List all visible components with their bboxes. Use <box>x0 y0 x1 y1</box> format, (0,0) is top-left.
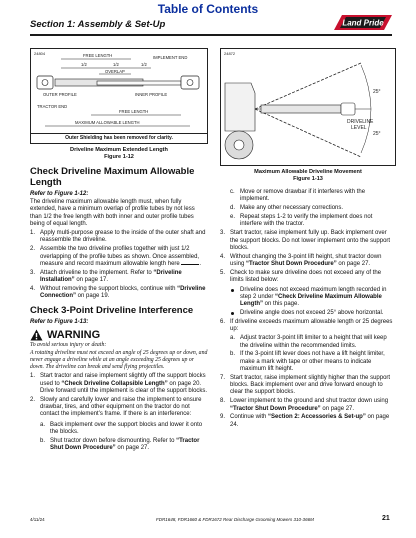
figure-caption-title: Maximum Allowable Driveline Movement <box>254 169 362 175</box>
continued-substeps <box>220 189 396 228</box>
figure-1-12 <box>30 48 208 144</box>
tractor-end-label: TRACTOR END <box>37 104 68 109</box>
list-item: 9. Continue with “Section 2: Accessories & Set-up” on page 24. <box>220 414 390 428</box>
driveline-level-label-2: LEVEL <box>351 125 367 131</box>
figure-id: 24804 <box>34 51 46 56</box>
check-interference-heading: Check 3-Point Driveline Interference <box>30 305 194 317</box>
inner-profile-label: INNER PROFILE <box>135 92 168 97</box>
footer-model: FDR1648, FDR1660 & FDR1672 Rear Discharge Grooming Mowers 310-366M <box>156 517 314 522</box>
list-item: 6. If driveline exceeds maximum allowable length or 25 degrees up: a. Adjust tractor 3-point lift limiter to a height that will keep the driveline within the recommended limits. b. If the 3-point lift lever does not have a lift height limiter, make a mark with tape or other means to indicate maximum lift height. <box>220 319 396 374</box>
list-item: 4. Without changing the 3-point lift height, shut tractor down using “Tractor Shut Down Procedure” on page 27. <box>220 253 382 268</box>
warning-title: WARNING <box>47 329 101 342</box>
angle-bottom-label: 25° <box>373 131 381 137</box>
driveline-angle-diagram <box>221 53 395 165</box>
list-item: 2. Assemble the two driveline profiles together with just 1/2 overlapping of the profile tubes as shown. Once assembled, measure and record maximum allowable length here . <box>30 246 202 267</box>
length-blank <box>181 264 199 265</box>
land-pride-logo <box>332 13 394 32</box>
list-item: e. Repeat steps 1-2 to verify the implement does not interfere with the tractor. <box>230 213 373 228</box>
angle-top-label: 25° <box>373 89 381 95</box>
warning-heading <box>30 329 208 341</box>
warning-lead: To avoid serious injury or death: <box>30 342 107 349</box>
table-of-contents-link[interactable]: Table of Contents <box>157 2 259 16</box>
tractor-shutdown-link[interactable]: “Tractor Shut Down Procedure” <box>246 261 337 268</box>
check-max-length-link[interactable]: “Check Driveline Maximum Allowable Length” <box>240 293 382 308</box>
list-item: b. If the 3-point lift lever does not have a lift height limiter, make a mark with tape or other means to indicate maximum lift height. <box>230 351 385 373</box>
interference-steps <box>30 373 208 452</box>
overlap-label: OVERLAP <box>105 69 125 74</box>
list-item: 3. Start tractor, raise implement fully up. Back implement over the support blocks. Do not lower implement onto the support blocks. <box>220 230 391 252</box>
list-item: d. Make any other necessary corrections. <box>230 205 344 212</box>
half-label-b: 1/2 <box>113 62 119 67</box>
warning-icon <box>30 329 43 341</box>
check-max-refer: Refer to Figure 1-12: <box>30 191 89 197</box>
driveline-installation-link[interactable]: “Driveline Installation” <box>40 269 182 283</box>
section-2-link[interactable]: “Section 2: Accessories & Set-up” <box>268 414 366 421</box>
list-item: c. Move or remove drawbar if it interferes with the implement. <box>230 189 366 203</box>
section-title: Section 1: Assembly & Set-Up <box>30 19 166 30</box>
driveline-length-diagram <box>31 52 207 134</box>
list-item: b. Shut tractor down before dismounting. Refer to “Tractor Shut Down Procedure” on page 27. <box>40 437 200 452</box>
figure-caption-number: Figure 1-13 <box>293 176 323 182</box>
list-item: 4. Without removing the support blocks, continue with “Driveline Connection” on page 19. <box>30 285 206 300</box>
left-column <box>30 48 208 454</box>
figure-note: Outer Shielding has been removed for clarity. <box>31 133 207 143</box>
right-steps <box>220 230 396 428</box>
list-item: a. Adjust tractor 3-point lift limiter to a height that will keep the driveline within the recommended limits. <box>230 335 387 349</box>
check-collapsible-length-link[interactable]: “Check Driveline Collapsible Length” <box>61 380 168 387</box>
free-length-top-label: FREE LENGTH <box>83 53 113 58</box>
figure-1-13 <box>220 48 396 166</box>
warning-text: A rotating driveline must not exceed an angle of 25 degrees up or down, and never engage a driveline while at an angle exceeding 25 degrees up or down. The driveline can break and send flying projectiles. <box>30 350 208 371</box>
list-item: 7. Start tractor, raise implement slightly higher than the support blocks. Back implement over and drive forward enough to clear the support blocks. <box>220 374 391 396</box>
check-interference-refer: Refer to Figure 1-13: <box>30 319 89 326</box>
list-item: Driveline does not exceed maximum length recorded in step 2 under “Check Driveline Maximum Allowable Length” on this page. <box>230 287 396 309</box>
figure-caption-title: Driveline Maximum Extended Length <box>70 147 168 153</box>
outer-profile-label: OUTER PROFILE <box>43 92 77 97</box>
step-6-substeps <box>230 335 396 373</box>
list-item: 1. Apply multi-purpose grease to the inside of the outer shaft and reassemble the driveline. <box>30 230 206 244</box>
interference-substeps <box>40 422 208 453</box>
logo-text: Land Pride <box>342 18 384 28</box>
figure-id: 24872 <box>224 51 236 56</box>
list-item: a. Back implement over the support blocks and lower it onto the blocks. <box>40 421 203 435</box>
half-label-c: 1/2 <box>141 62 147 67</box>
free-length-bottom-label: FREE LENGTH <box>119 109 149 114</box>
footer-date: 4/11/24 <box>30 517 45 522</box>
figure-1-12-caption <box>30 147 208 161</box>
check-max-heading: Check Driveline Maximum Allowable Length <box>30 166 195 188</box>
list-item: Driveline angle does not exceed 25° above horizontal. <box>230 310 396 317</box>
list-item: 2. Slowly and carefully lower and raise the implement to ensure drawbar, tires, and other equipment on the tractor do not contact the implement’s frame. If there is an interference: a. Back implement over the support blocks and lower it onto the blocks. b. Shut tractor down before dismounting. Refer to “Tractor Shut Down Procedure” on page 27. <box>30 397 208 453</box>
driveline-level-label-1: DRIVELINE <box>347 119 374 125</box>
list-item: 1. Start tractor and raise implement slightly off the support blocks used to “Check Driveline Collapsible Length” on page 20. Drive forward until the implement is clear of the support blocks. <box>30 373 208 394</box>
list-item: 5. Check to make sure driveline does not exceed any of the limits listed below: Driveline does not exceed maximum length recorded in step 2 under “Check Driveline Maximum Allowable Length” on this page. Driveline angle does not exceed 25° above horizontal. <box>220 270 396 317</box>
list-item: 8. Lower implement to the ground and shut tractor down using “Tractor Shut Down Procedure” on page 27. <box>220 398 389 412</box>
tractor-shutdown-link[interactable]: “Tractor Shut Down Procedure” <box>230 405 321 412</box>
figure-1-13-caption <box>220 169 396 183</box>
header-rule <box>30 34 392 36</box>
page-number: 21 <box>382 515 390 522</box>
check-max-intro: The driveline maximum allowable length must, when fully extended, have a minimum overlap of profile tubes by not less than 1/2 the free length with both inner and outer profile tubes being of equal length. <box>30 199 195 227</box>
half-label-a: 1/2 <box>81 62 87 67</box>
list-item: 3. Attach driveline to the implement. Refer to “Driveline Installation” on page 17. <box>30 269 182 283</box>
figure-caption-number: Figure 1-12 <box>104 154 134 160</box>
tractor-shutdown-link[interactable]: “Tractor Shut Down Procedure” <box>50 437 200 452</box>
max-length-label: MAXIMUM ALLOWABLE LENGTH <box>75 120 140 125</box>
check-max-steps <box>30 230 208 300</box>
right-column <box>220 48 396 430</box>
implement-end-label: IMPLEMENT END <box>153 55 188 60</box>
limits-list <box>230 287 396 318</box>
driveline-connection-link[interactable]: “Driveline Connection” <box>40 285 206 300</box>
